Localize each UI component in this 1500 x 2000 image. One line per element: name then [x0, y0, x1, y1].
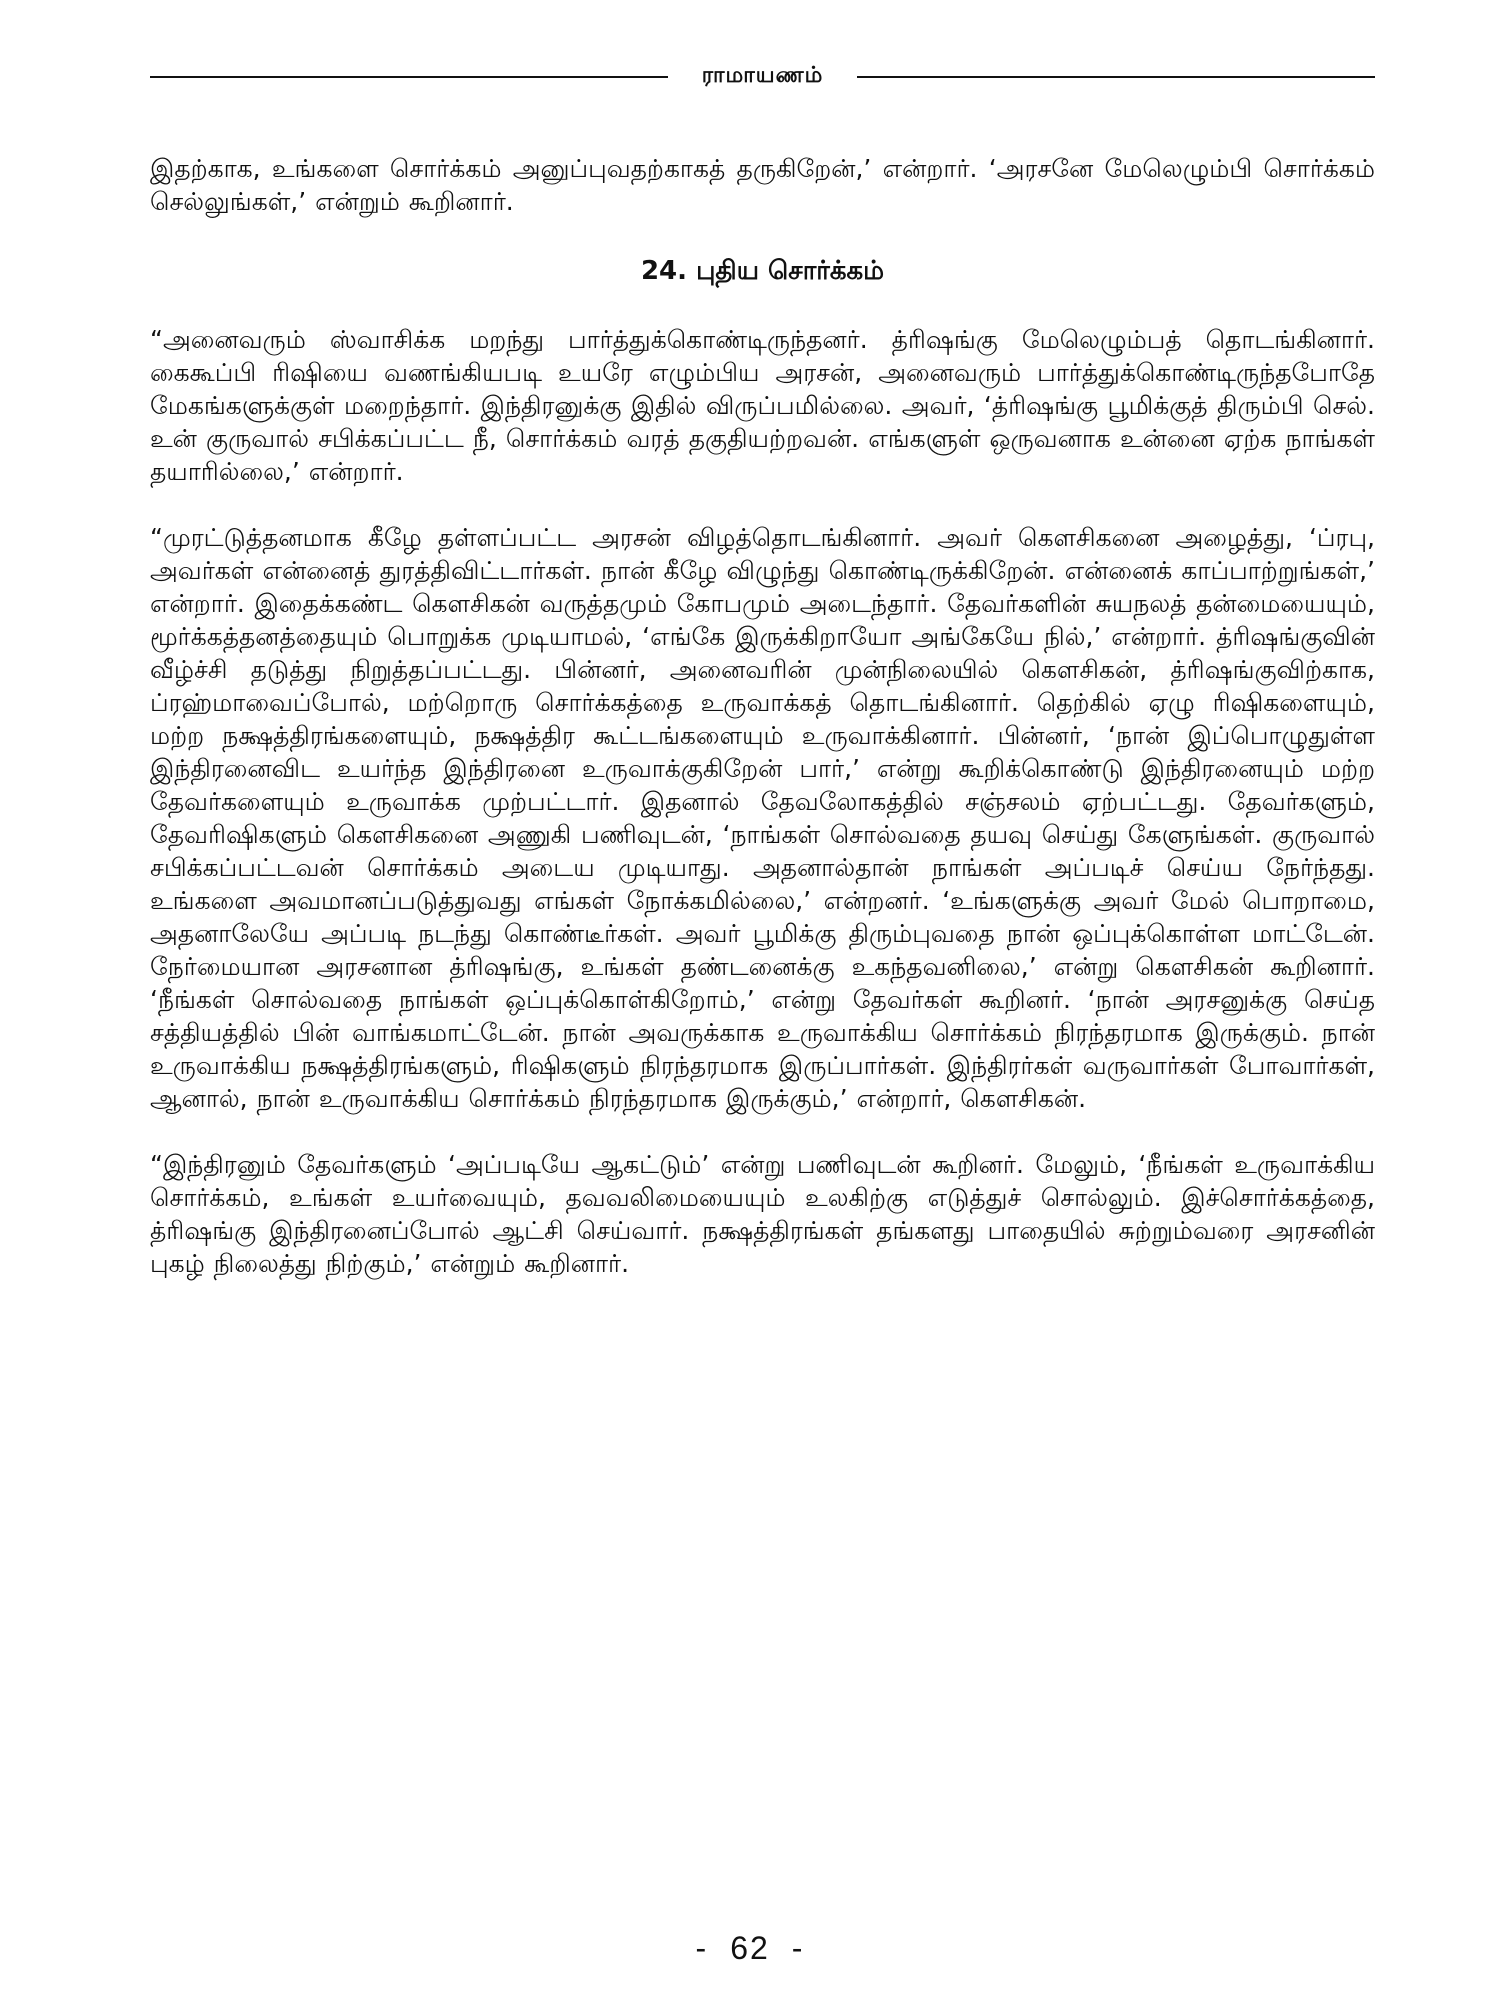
page-number: 62 [730, 1930, 770, 1966]
running-header [150, 62, 1375, 92]
paragraph-1: “அனைவரும் ஸ்வாசிக்க மறந்து பார்த்துக்கொண்டிருந்தனர். த்ரிஷங்கு மேலெழும்பத் தொடங்கினார். கைகூப்பி ரிஷியை வணங்கியபடி உயரே எழும்பிய அரசன், அனைவரும் பார்த்துக்கொண்டிருந்தபோதே மேகங்களுக்குள் மறைந்தார். இந்திரனுக்கு இதில் விருப்பமில்லை. அவர், ‘த்ரிஷங்கு பூமிக்குத் திரும்பி செல். உன் குருவால் சபிக்கப்பட்ட நீ, சொர்க்கம் வரத் தகுதியற்றவன். எங்களுள் ஒருவனாக உன்னை ஏற்க நாங்கள் தயாரில்லை,’ என்றார். [150, 325, 1375, 486]
page-number-dash-left: - [695, 1930, 709, 1966]
paragraph-3: “இந்திரனும் தேவர்களும் ‘அப்படியே ஆகட்டும்’ என்று பணிவுடன் கூறினர். மேலும், ‘நீங்கள் உருவாக்கிய சொர்க்கம், உங்கள் உயர்வையும், தவவலிமையையும் உலகிற்கு எடுத்துச் சொல்லும். இச்சொர்க்கத்தை, த்ரிஷங்கு இந்திரனைப்போல் ஆட்சி செய்வார். நக்ஷத்திரங்கள் தங்களது பாதையில் சுற்றும்வரை அரசனின் புகழ் நிலைத்து நிற்கும்,’ என்றும் கூறினார். [150, 1150, 1375, 1278]
header-rule-left [150, 76, 668, 78]
page-body [150, 152, 1375, 1280]
page-number-dash-right: - [791, 1930, 805, 1966]
paragraph-2: “முரட்டுத்தனமாக கீழே தள்ளப்பட்ட அரசன் விழத்தொடங்கினார். அவர் கௌசிகனை அழைத்து, ‘ப்ரபு, அவர்கள் என்னைத் துரத்திவிட்டார்கள். நான் கீழே விழுந்து கொண்டிருக்கிறேன். என்னைக் காப்பாற்றுங்கள்,’ என்றார். இதைக்கண்ட கௌசிகன் வருத்தமும் கோபமும் அடைந்தார். தேவர்களின் சுயநலத் தன்மையையும், மூர்க்கத்தனத்தையும் பொறுக்க முடியாமல், ‘எங்கே இருக்கிறாயோ அங்கேயே நில்,’ என்றார். த்ரிஷங்குவின் வீழ்ச்சி தடுத்து நிறுத்தப்பட்டது. பின்னர், அனைவரின் முன்நிலையில் கௌசிகன், த்ரிஷங்குவிற்காக, ப்ரஹ்மாவைப்போல், மற்றொரு சொர்க்கத்தை உருவாக்கத் தொடங்கினார். தெற்கில் ஏழு ரிஷிகளையும், மற்ற நக்ஷத்திரங்களையும், நக்ஷத்திர கூட்டங்களையும் உருவாக்கினார். பின்னர், ‘நான் இப்பொழுதுள்ள இந்திரனைவிட உயர்ந்த இந்திரனை உருவாக்குகிறேன் பார்,’ என்று கூறிக்கொண்டு இந்திரனையும் மற்ற தேவர்களையும் உருவாக்க முற்பட்டார். இதனால் தேவலோகத்தில் சஞ்சலம் ஏற்பட்டது. தேவர்களும், தேவரிஷிகளும் கௌசிகனை அணுகி பணிவுடன், ‘நாங்கள் சொல்வதை தயவு செய்து கேளுங்கள். குருவால் சபிக்கப்பட்டவன் சொர்க்கம் அடைய முடியாது. அதனால்தான் நாங்கள் அப்படிச் செய்ய நேர்ந்தது. உங்களை அவமானப்படுத்துவது எங்கள் நோக்கமில்லை,’ என்றனர். ‘உங்களுக்கு அவர் மேல் பொறாமை, அதனாலேயே அப்படி நடந்து கொண்டீர்கள். அவர் பூமிக்கு திரும்புவதை நான் ஒப்புக்கொள்ள மாட்டேன். நேர்மையான அரசனான த்ரிஷங்கு, உங்கள் தண்டனைக்கு உகந்தவனிலை,’ என்று கௌசிகன் கூறினார். ‘நீங்கள் சொல்வதை நாங்கள் ஒப்புக்கொள்கிறோம்,’ என்று தேவர்கள் கூறினர். ‘நான் அரசனுக்கு செய்த சத்தியத்தில் பின் வாங்கமாட்டேன். நான் அவருக்காக உருவாக்கிய சொர்க்கம் நிரந்தரமாக இருக்கும். நான் உருவாக்கிய நக்ஷத்திரங்களும், ரிஷிகளும் நிரந்தரமாக இருப்பார்கள். இந்திரர்கள் வருவார்கள் போவார்கள், ஆனால், நான் உருவாக்கிய சொர்க்கம் நிரந்தரமாக இருக்கும்,’ என்றார், கௌசிகன். [150, 523, 1375, 1113]
header-rule-right [857, 76, 1375, 78]
page-footer [0, 1928, 1500, 1968]
chapter-heading: 24. புதிய சொர்க்கம் [640, 256, 885, 286]
book-title: ராமாயணம் [701, 63, 824, 88]
intro-paragraph: இதற்காக, உங்களை சொர்க்கம் அனுப்புவதற்காகத் தருகிறேன்,’ என்றார். ‘அரசனே மேலெழும்பி சொர்க்கம் செல்லுங்கள்,’ என்றும் கூறினார். [150, 154, 1375, 216]
